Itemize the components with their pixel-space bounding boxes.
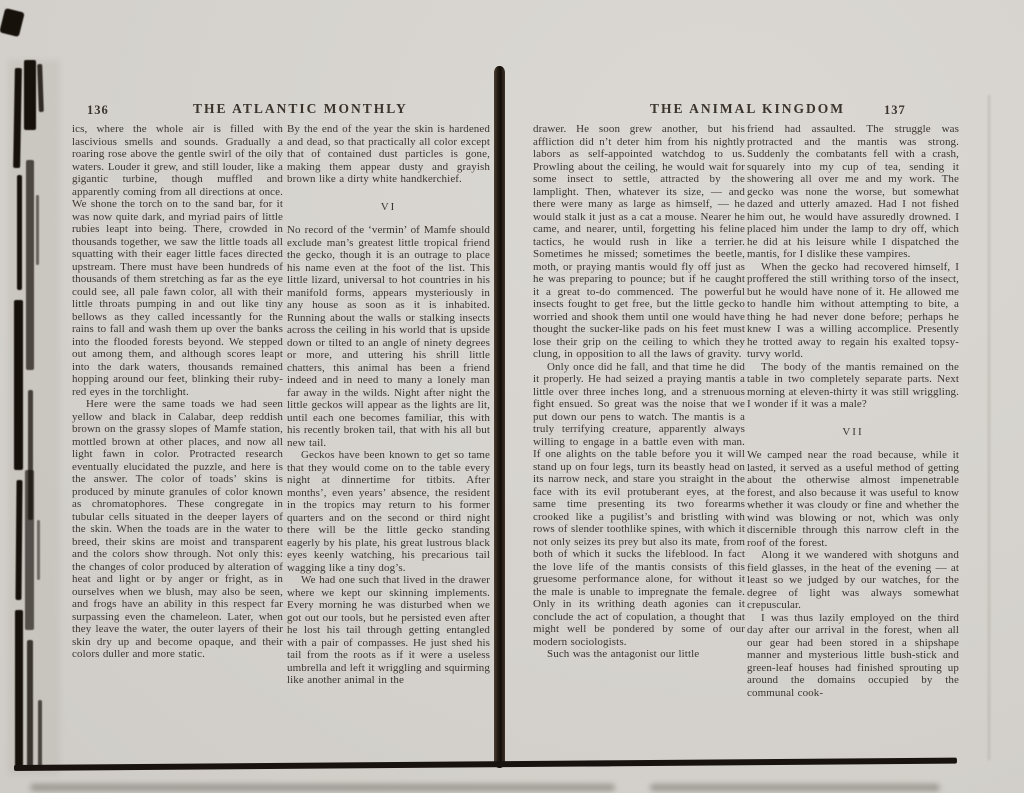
top-left-scan-mark: [0, 8, 25, 37]
paragraph: ics, where the whole air is filled with lascivious smells and sounds. Gradually a roaring rose above the gentle swirl of the oily waters. Louder it grew, and still louder, like a gigantic turbine, though muffled and apparently coming from all directions at once. We shone the torch on to the sand bar, for it was now quite dark, and myriad pairs of little rubies leapt into being. There, crowded in thousands together, we saw the little toads all squatting with their eager little faces directed upstream. There must have been hundreds of thousands of them stretching as far as the eye could see, all pale fawn color, all with their little throats pumping in and out like tiny bellows as they called incessantly for the rains to fall and wash them up over the banks into the flooded forests beyond. We stepped out among them, and although scores leapt into the dark waters, thousands remained hopping around our feet, blinking their ruby-red eyes in the torchlight.: [72, 123, 283, 398]
scan-streak: [27, 640, 33, 770]
paragraph: Only once did he fall, and that time he did it properly. He had seized a praying mantis a little over three inches long, and a strenuous fight ensued. So great was the noise that we put down our pens to watch. The mantis is a truly terrifying creature, apparently always willing to engage in a battle even with man. If one alights on the table before you it will stand up on four legs, turn its beastly head on its narrow neck, and stare you straight in the face with its evil protuberant eyes, at the same time presenting its two forearms crooked like a pugilist’s and bristling with rows of slender toothlike spines, with which it not only seizes its prey but also its mate, from both of which it sucks the lifeblood. In fact the love life of the mantis consists of this gruesome performance alone, for without it the male is unable to impregnate the female. Only in its writhing death agonies can it conclude the act of copulation, a thought that might well be pondered by some of our modern sociologists.: [533, 360, 745, 648]
right-page-column-2: [747, 123, 959, 769]
left-page-column-1: [72, 123, 283, 769]
right-page-column-1: [533, 123, 745, 769]
left-page-header: THE ATLANTIC MONTHLY: [193, 101, 408, 116]
paragraph: By the end of the year the skin is hardened and dead, so that practically all color except that of contained dust particles is gone, making them appear dusty and grayish brown like a dirty white handkerchief.: [287, 123, 490, 185]
paragraph: Such was the antagonist our little: [547, 648, 700, 660]
paragraph: We camped near the road because, while it lasted, it served as a useful method of getting about the otherwise almost impenetrable forest, and also because it was useful to know whether it was cloudy or fine and whether the wind was blowing or not, which was only discernible through this narrow cleft in the roof of the forest.: [747, 449, 959, 549]
right-page-number: 137: [884, 103, 906, 117]
left-page-column-2: [287, 123, 490, 769]
section-heading: VI: [380, 200, 397, 213]
left-page-number: 136: [87, 103, 109, 117]
scan-streak: [15, 480, 22, 600]
paragraph: friend had assaulted. The struggle was protracted and the mantis was strong. Suddenly the combatants fell with a crash, squarely into my cup of tea, sending it showering all over me and my work. The gecko was none the worse, but somewhat dazed and utterly amazed. Had I not fished him out, he would have assuredly drowned. I placed him under the lamp to dry off, which he did at his leisure while I dispatched the mantis, for I dislike these vampires.: [747, 123, 959, 260]
scan-streak: [25, 470, 34, 630]
paragraph: When the gecko had recovered himself, I proffered the still writhing torso of the insect, but he would have none of it. He allowed me to handle him without attempting to bite, a thing he had never done before; perhaps he knew I was a willing accomplice. Presently he trotted away to regain his exalted topsy-turvy world.: [747, 260, 959, 360]
scan-streak: [15, 610, 23, 770]
paragraph: I was thus lazily employed on the third day after our arrival in the forest, when all our gear had been stored in a shipshape manner and mysterious little bush-stick and green-leaf houses had finished sprouting up around the domains occupied by the communal cook-: [747, 611, 959, 699]
scan-streak: [14, 300, 23, 470]
scan-streak: [38, 700, 42, 770]
right-page-crease: [988, 95, 990, 760]
paragraph: Here were the same toads we had seen yellow and black in Calabar, deep reddish brown on the grassy slopes of Mamfe station, mottled brown at other places, and now all light fawn in color. Protracted research eventually elucidated the puzzle, and here is the answer. The color of toads’ skins is produced by minute granules of color known as chromatophores. These congregate in tubular cells situated in the deeper layers of the skin. When the toads are in the water to breed, their skins are moist and transparent and the colors show through. Not only this: the changes of color produced by alteration of heat and light or by anger or fright, as in ourselves when we blush, may also be seen, and frogs have an ability in this respect far surpassing even the chameleon. Later, when they leave the water, the outer layers of their skin dry up and become opaque, and their colors duller and more static.: [72, 398, 283, 660]
right-page-header: THE ANIMAL KINGDOM: [650, 101, 846, 116]
scan-streak: [26, 160, 34, 370]
section-heading: VII: [842, 425, 864, 438]
scan-streak: [36, 195, 39, 265]
paragraph: Along it we wandered with shotguns and field glasses, in the heat of the evening — at least so we judged by our watches, for the degree of light was always somewhat crepuscular.: [747, 549, 959, 611]
paragraph: The body of the mantis remained on the table in two completely separate parts. Next morning at eleven-thirty it was still wriggling. I wonder if it was a male?: [747, 360, 959, 410]
paragraph: No record of the ‘vermin’ of Mamfe should exclude man’s greatest little tropical friend the gecko, though it is an outrage to place his name even at the foot of the list. This little lizard, universal to hot countries in his manifold forms, appears mysteriously in any house as soon as it is inhabited. Running about the walls or stalking insects across the ceiling in his world that is upside down or tilted to an angle of ninety degrees or more, and uttering his shrill little chatters, this animal has been a friend indeed and in need to many a lonely man far away in the wilds. Night after night the little geckos will appear as the lights are lit, until each one becomes familiar, this with his recently broken tail, that with his all but new tail.: [287, 224, 490, 449]
book-gutter-shadow: [494, 66, 505, 768]
bottom-shadow-band: [650, 784, 940, 791]
scan-streak: [37, 520, 40, 580]
paragraph: drawer. He soon grew another, but his affliction did n’t deter him from his nightly labors as self-appointed watchdog to us. Prowling about the ceiling, he would wait for some insect to settle, attracted by the lamplight. Then, whatever its size, — and there were many as large as himself, — he would stalk it just as a cat a mouse. Nearer he came, and nearer, until, forgetting his feline tactics, he would rush in like a terrier. Sometimes he missed; sometimes the beetle, moth, or praying mantis would fly off just as he was preparing to pounce; but if he caught it a great to-do commenced. The powerful insects fought to get free, but the little gecko worried and shook them until one would have thought the sucker-like pads on his feet must lose their grip on the ceiling to which they clung, in opposition to all the laws of gravity.: [533, 123, 745, 360]
bottom-shadow-band: [30, 784, 615, 791]
scan-streak: [17, 175, 22, 290]
paragraph: We had one such that lived in the drawer where we kept our skinning implements. Every morning he was disturbed when we got out our tools, but he persisted even after he lost his tail through getting entangled with a pair of compasses. He just shed his tail from the roots as if it were a useless umbrella and left it wriggling and squirming like another animal in the: [287, 574, 490, 686]
paragraph: Geckos have been known to get so tame that they would come on to the table every night at dinnertime for titbits. After months’, even years’ absence, the resident in the tropics may return to his former quarters and on the second or third night there will be the little gecko standing eagerly by his plate, his great lustrous black eyes keenly watching, his precarious tail wagging like a tiny dog’s.: [287, 449, 490, 574]
scan-streak: [24, 60, 36, 130]
